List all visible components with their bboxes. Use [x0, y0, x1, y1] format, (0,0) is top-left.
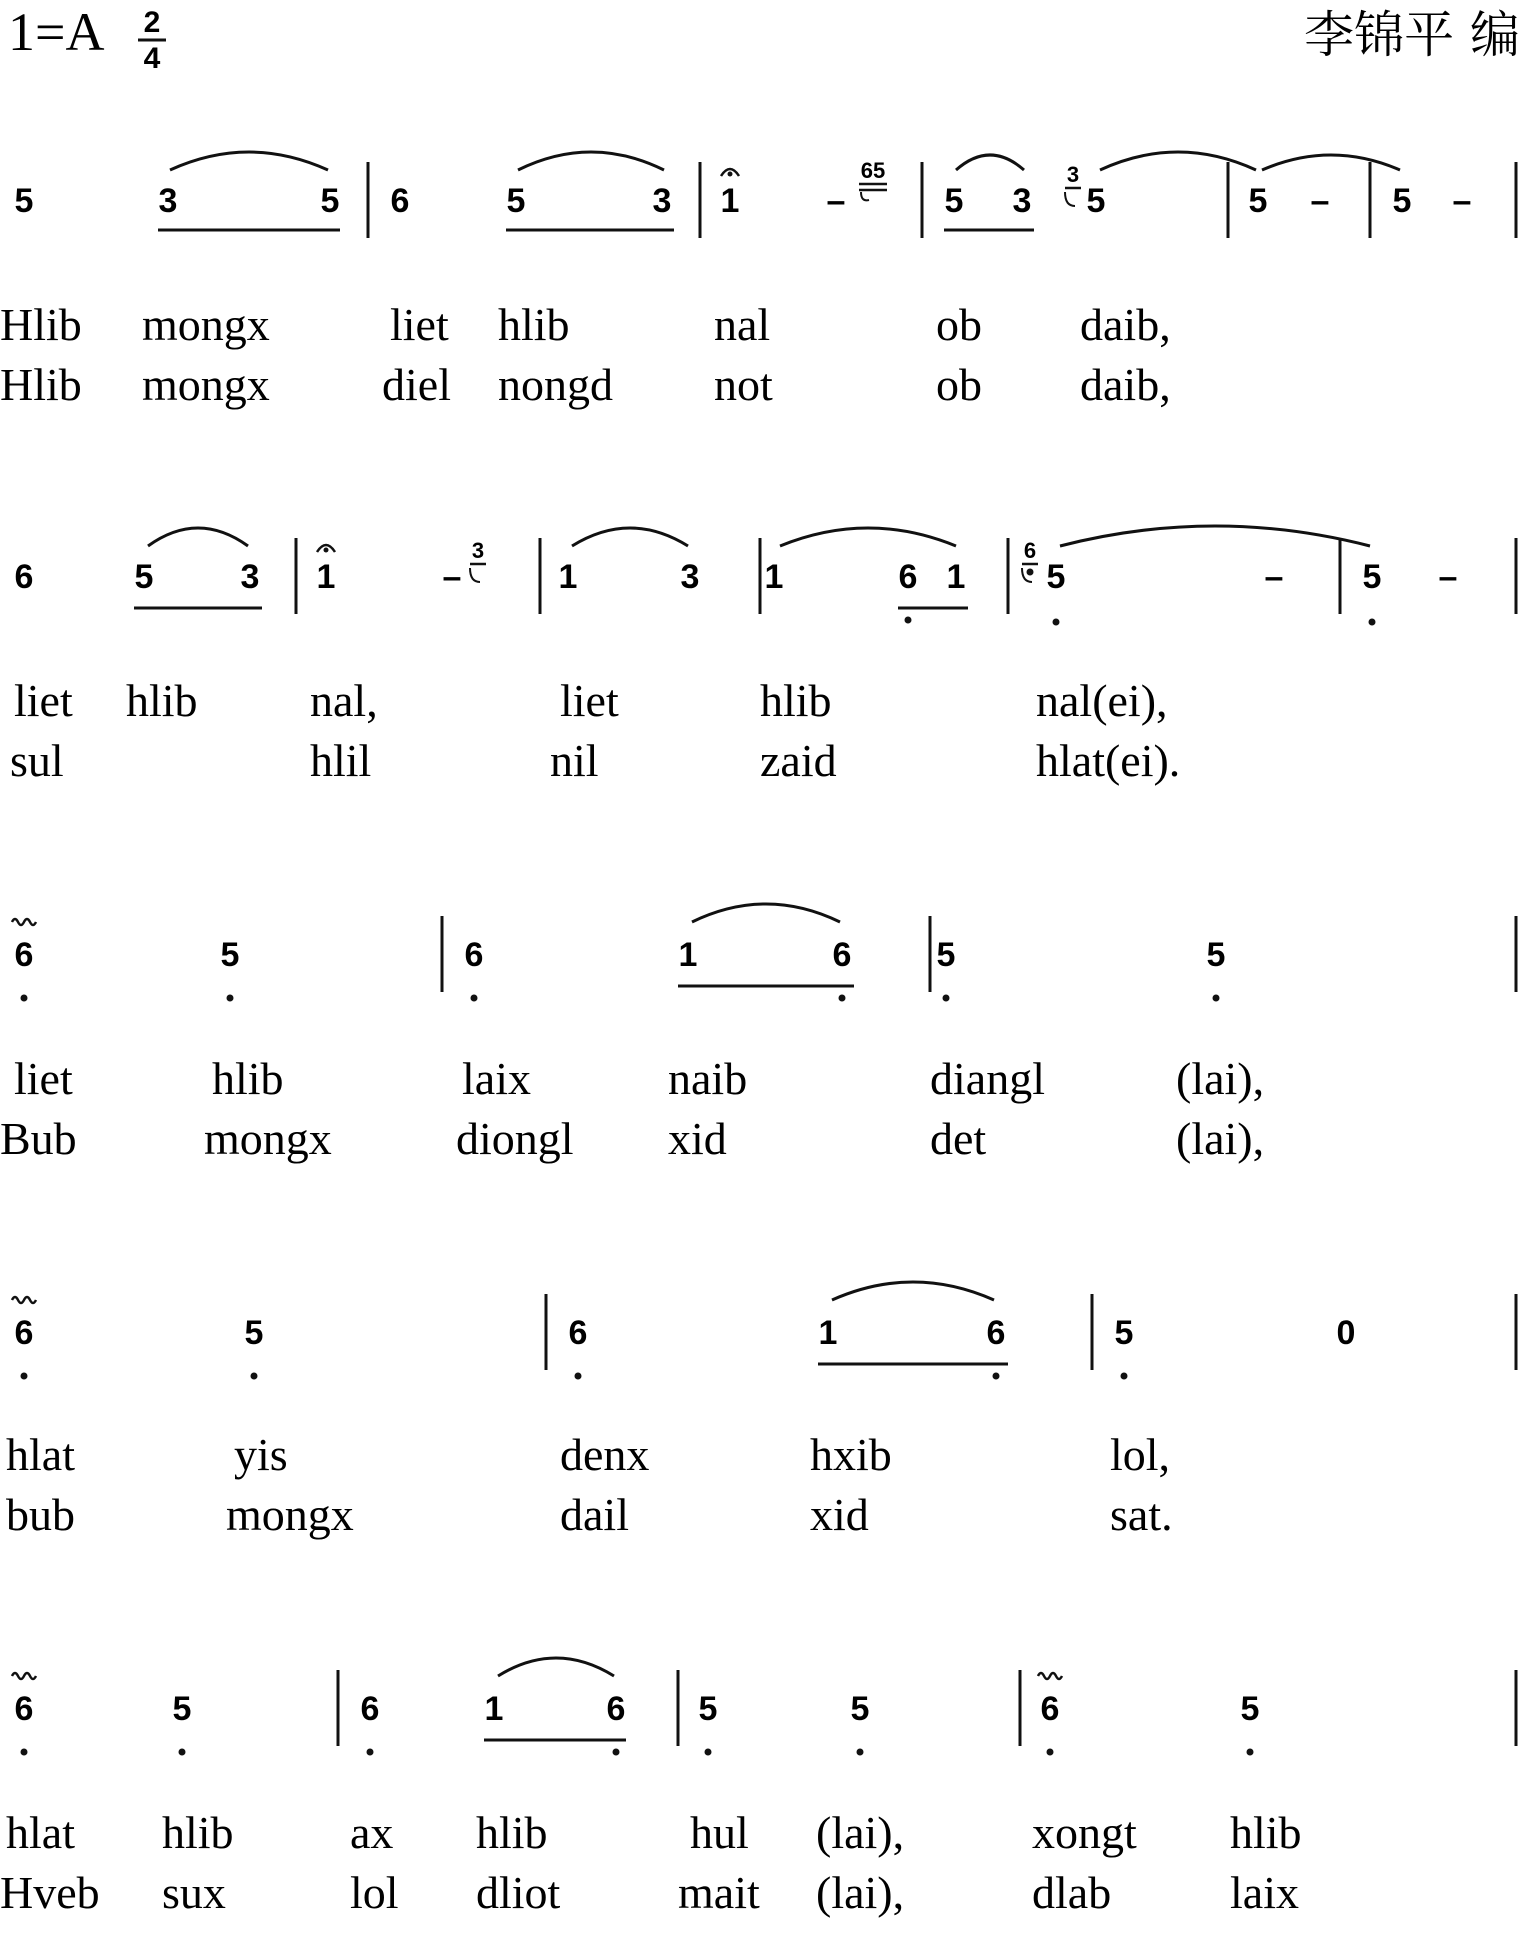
lyric-verse-1: hlat: [6, 1429, 75, 1480]
lyric-verse-2: diongl: [456, 1113, 574, 1164]
lyric-verse-2: Hlib: [0, 359, 82, 410]
note: 5: [14, 182, 34, 220]
lyric-verse-2: not: [714, 359, 773, 410]
lyric-verse-2: mait: [678, 1867, 760, 1918]
octave-dot: [839, 995, 846, 1002]
lyric-verse-1: naib: [668, 1053, 748, 1104]
note: 1: [764, 558, 784, 596]
octave-dot: [613, 1749, 620, 1756]
octave-dot: [1053, 619, 1060, 626]
note: 6: [360, 1690, 380, 1728]
slur: [572, 528, 688, 546]
lyric-verse-1: mongx: [142, 299, 270, 350]
lyric-verse-2: xid: [668, 1113, 727, 1164]
grace-notes: 65: [860, 158, 886, 183]
octave-dot: [1027, 569, 1034, 576]
octave-dot: [575, 1373, 582, 1380]
slur: [1100, 152, 1256, 170]
system-2: [10, 526, 1516, 786]
note: 6: [832, 936, 852, 974]
lyric-verse-2: bub: [6, 1489, 75, 1540]
octave-dot: [905, 617, 912, 624]
lyric-verse-2: sul: [10, 735, 64, 786]
note: 1: [946, 558, 966, 596]
octave-dot: [251, 1373, 258, 1380]
note: 0: [1336, 1314, 1356, 1352]
octave-dot: [367, 1749, 374, 1756]
note: 5: [172, 1690, 192, 1728]
lyric-verse-1: hlib: [126, 675, 198, 726]
grace-note: 6: [1023, 538, 1037, 563]
lyric-verse-1: liet: [390, 299, 449, 350]
lyric-verse-1: laix: [462, 1053, 531, 1104]
lyric-verse-1: liet: [560, 675, 619, 726]
lyric-verse-1: hlib: [498, 299, 570, 350]
lyric-verse-2: ob: [936, 359, 982, 410]
lyric-verse-2: dliot: [476, 1867, 561, 1918]
lyric-verse-1: hlib: [212, 1053, 284, 1104]
slur: [956, 155, 1024, 170]
note: 1: [678, 936, 698, 974]
note: 5: [506, 182, 526, 220]
lyric-verse-1: nal(ei),: [1036, 675, 1168, 726]
lyric-verse-1: ob: [936, 299, 982, 350]
note: 6: [390, 182, 410, 220]
note: 1: [818, 1314, 838, 1352]
lyric-verse-2: (lai),: [816, 1867, 905, 1918]
octave-dot: [993, 1373, 1000, 1380]
system-5: [0, 1658, 1516, 1918]
lyric-verse-1: hlib: [476, 1807, 548, 1858]
lyric-verse-1: (lai),: [1176, 1053, 1265, 1104]
lyric-verse-2: mongx: [204, 1113, 332, 1164]
time-signature-bottom: 4: [143, 42, 161, 75]
duration-dash: –: [1264, 558, 1284, 596]
slur: [692, 904, 840, 922]
slur: [148, 528, 248, 546]
octave-dot: [1369, 619, 1376, 626]
octave-dot: [471, 995, 478, 1002]
lyric-verse-1: diangl: [930, 1053, 1045, 1104]
lyric-verse-2: zaid: [760, 735, 837, 786]
time-signature-top: 2: [143, 6, 161, 39]
duration-dash: –: [826, 182, 846, 220]
note: 1: [484, 1690, 504, 1728]
note: 3: [240, 558, 260, 596]
lyric-verse-2: sux: [162, 1867, 226, 1918]
lyric-verse-1: yis: [234, 1429, 288, 1480]
note: 5: [1240, 1690, 1260, 1728]
system-4: [6, 1282, 1516, 1540]
note: 3: [1012, 182, 1032, 220]
lyric-verse-2: det: [930, 1113, 987, 1164]
fermata-dot: [728, 172, 733, 177]
note: 5: [1206, 936, 1226, 974]
lyric-verse-1: hul: [690, 1807, 749, 1858]
note: 5: [1248, 182, 1268, 220]
lyric-verse-1: liet: [14, 1053, 73, 1104]
grace-tie: [470, 568, 480, 582]
octave-dot: [179, 1749, 186, 1756]
fermata-dot: [324, 548, 329, 553]
lyric-verse-2: xid: [810, 1489, 869, 1540]
lyric-verse-1: nal,: [310, 675, 378, 726]
lyric-verse-2: nongd: [498, 359, 613, 410]
ornament-mark: [12, 1297, 36, 1303]
octave-dot: [943, 995, 950, 1002]
lyric-verse-1: liet: [14, 675, 73, 726]
note: 5: [1114, 1314, 1134, 1352]
octave-dot: [1213, 995, 1220, 1002]
note: 5: [850, 1690, 870, 1728]
note: 6: [986, 1314, 1006, 1352]
lyric-verse-1: ax: [350, 1807, 394, 1858]
note: 6: [568, 1314, 588, 1352]
octave-dot: [857, 1749, 864, 1756]
ornament-mark: [12, 1673, 36, 1679]
lyric-verse-2: hlil: [310, 735, 372, 786]
note: 5: [320, 182, 340, 220]
lyric-verse-1: hxib: [810, 1429, 892, 1480]
lyric-verse-2: lol: [350, 1867, 399, 1918]
grace-tie: [861, 192, 869, 200]
note: 3: [652, 182, 672, 220]
lyric-verse-2: daib,: [1080, 359, 1171, 410]
lyric-verse-1: daib,: [1080, 299, 1171, 350]
duration-dash: –: [1438, 558, 1458, 596]
slur: [832, 1282, 994, 1300]
lyric-verse-2: dlab: [1032, 1867, 1112, 1918]
lyric-verse-1: hlib: [760, 675, 832, 726]
note: 6: [14, 1690, 34, 1728]
note: 5: [1086, 182, 1106, 220]
octave-dot: [21, 995, 28, 1002]
systems: [0, 152, 1516, 1918]
note: 1: [558, 558, 578, 596]
ornament-mark: [1038, 1673, 1062, 1679]
note: 3: [158, 182, 178, 220]
duration-dash: –: [1310, 182, 1330, 220]
note: 5: [1362, 558, 1382, 596]
note: 3: [680, 558, 700, 596]
octave-dot: [705, 1749, 712, 1756]
lyric-verse-1: hlat: [6, 1807, 75, 1858]
lyric-verse-2: diel: [382, 359, 451, 410]
lyric-verse-1: lol,: [1110, 1429, 1171, 1480]
note: 5: [944, 182, 964, 220]
lyric-verse-1: hlib: [162, 1807, 234, 1858]
lyric-verse-2: mongx: [226, 1489, 354, 1540]
lyric-verse-2: hlat(ei).: [1036, 735, 1181, 786]
duration-dash: –: [1452, 182, 1472, 220]
slur: [1060, 526, 1370, 546]
note: 6: [14, 936, 34, 974]
note: 5: [220, 936, 240, 974]
note: 1: [316, 558, 336, 596]
lyric-verse-1: hlib: [1230, 1807, 1302, 1858]
key-signature: 1=A: [8, 2, 105, 62]
note: 1: [720, 182, 740, 220]
lyric-verse-1: denx: [560, 1429, 650, 1480]
lyric-verse-1: Hlib: [0, 299, 82, 350]
note: 6: [14, 1314, 34, 1352]
lyric-verse-2: dail: [560, 1489, 629, 1540]
slur: [1262, 155, 1400, 170]
note: 6: [1040, 1690, 1060, 1728]
note: 5: [134, 558, 154, 596]
octave-dot: [1047, 1749, 1054, 1756]
grace-note: 3: [1066, 162, 1080, 187]
lyric-verse-2: (lai),: [1176, 1113, 1265, 1164]
lyric-verse-2: laix: [1230, 1867, 1299, 1918]
grace-tie: [1065, 192, 1075, 206]
slur: [498, 1658, 614, 1676]
note: 5: [244, 1314, 264, 1352]
octave-dot: [227, 995, 234, 1002]
note: 5: [1046, 558, 1066, 596]
system-3: [0, 904, 1516, 1164]
duration-dash: –: [442, 558, 462, 596]
lyric-verse-2: nil: [550, 735, 599, 786]
note: 5: [1392, 182, 1412, 220]
grace-note: 3: [471, 538, 485, 563]
lyric-verse-2: mongx: [142, 359, 270, 410]
slur: [780, 528, 956, 546]
note: 6: [606, 1690, 626, 1728]
note: 6: [898, 558, 918, 596]
slur: [170, 152, 328, 170]
slur: [518, 152, 664, 170]
octave-dot: [1121, 1373, 1128, 1380]
lyric-verse-2: Hveb: [0, 1867, 100, 1918]
system-1: [0, 152, 1516, 410]
octave-dot: [21, 1749, 28, 1756]
lyric-verse-1: xongt: [1032, 1807, 1137, 1858]
lyric-verse-2: sat.: [1110, 1489, 1173, 1540]
octave-dot: [21, 1373, 28, 1380]
note: 6: [464, 936, 484, 974]
note: 5: [936, 936, 956, 974]
note: 5: [698, 1690, 718, 1728]
ornament-mark: [12, 919, 36, 925]
lyric-verse-1: nal: [714, 299, 771, 350]
lyric-verse-2: Bub: [0, 1113, 77, 1164]
octave-dot: [1247, 1749, 1254, 1756]
lyric-verse-1: (lai),: [816, 1807, 905, 1858]
composer-credit: 李锦平 编: [1304, 6, 1520, 64]
note: 6: [14, 558, 34, 596]
